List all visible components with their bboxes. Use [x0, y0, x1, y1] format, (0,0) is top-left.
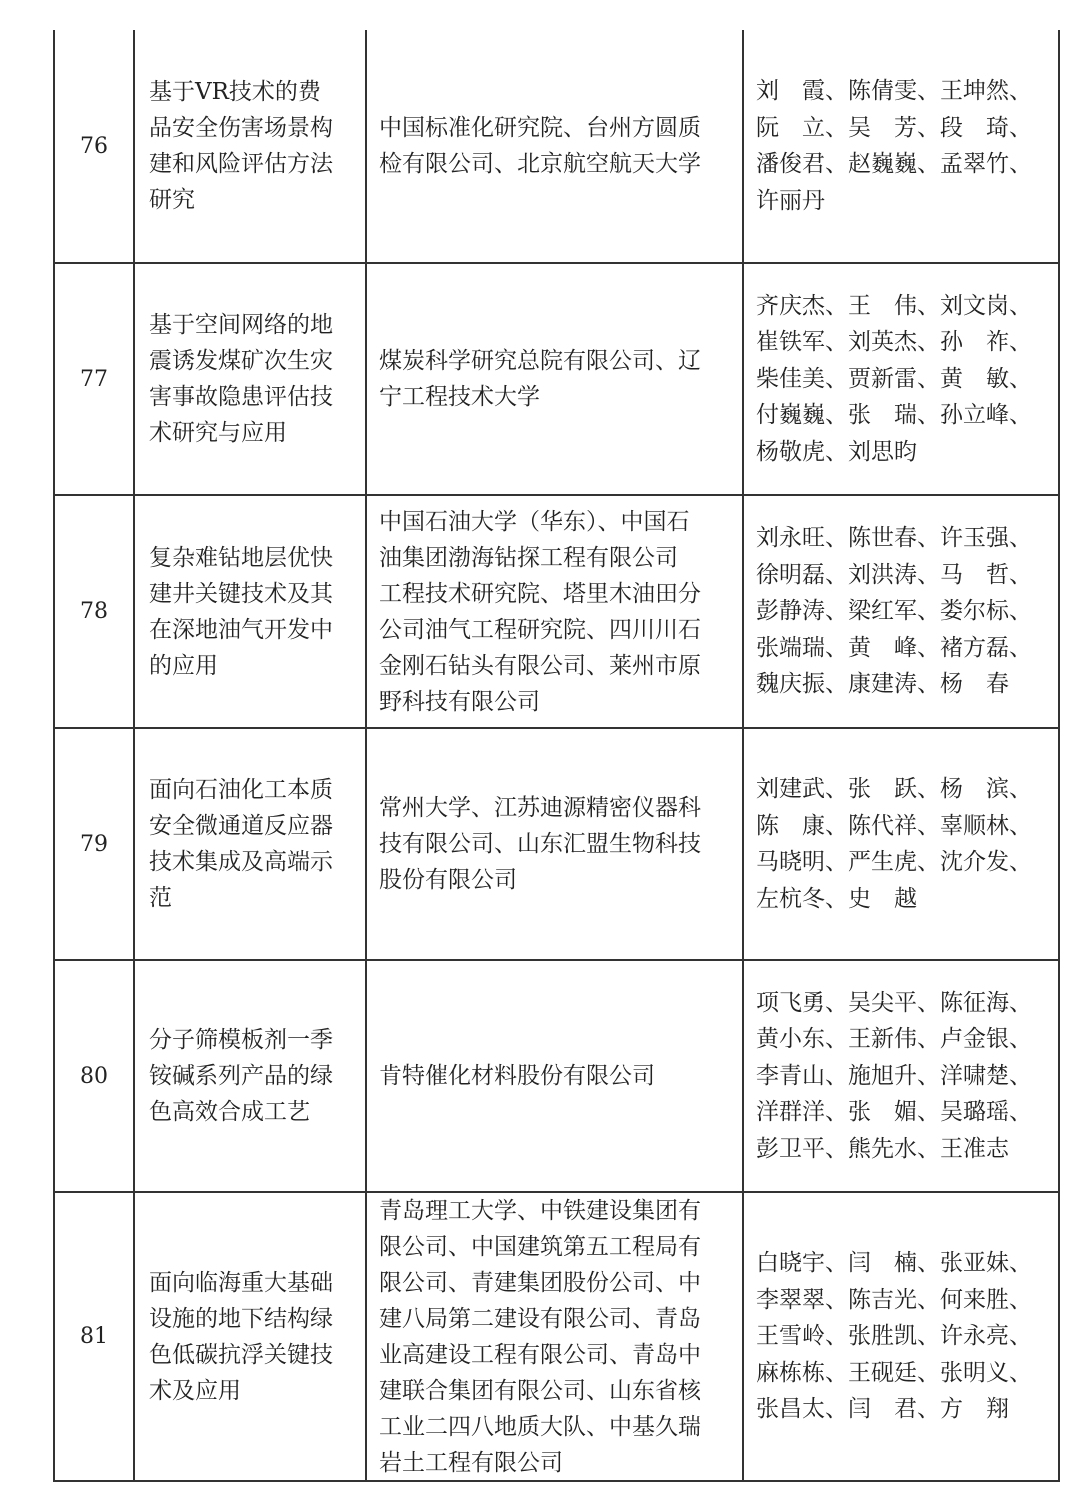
contributors-line: 刘建武、张 跃、杨 滨、: [756, 776, 1032, 802]
organizations-line: 肯特催化材料股份有限公司: [379, 1063, 655, 1089]
project-title-line: 基于VR技术的费: [149, 79, 321, 105]
contributors-line: 彭卫平、熊先水、王准志: [756, 1135, 1009, 1162]
contributors-line: 刘 霞、陈倩雯、王坤然、: [756, 78, 1032, 104]
contributors-line: 付巍巍、张 瑞、孙立峰、: [756, 402, 1032, 429]
organizations-line: 中国石油大学（华东）、中国石: [379, 508, 690, 535]
project-title-line: 害事故隐患评估技: [149, 384, 333, 410]
contributors-line: 柴佳美、贾新雷、黄 敏、: [756, 365, 1032, 392]
organizations-line: 建联合集团有限公司、山东省核: [379, 1377, 701, 1404]
project-title-line: 在深地油气开发中: [149, 616, 333, 643]
table-row: [55, 1191, 1058, 1480]
project-title-line: 分子筛模板剂一季: [149, 1027, 333, 1053]
organizations-line: 限公司、青建集团股份公司、中: [379, 1269, 701, 1296]
row-number: 78: [55, 496, 135, 727]
contributors-line: 李翠翠、陈吉光、何来胜、: [756, 1286, 1032, 1313]
project-title-line: 铵碱系列产品的绿: [149, 1063, 333, 1089]
project-title-line: 品安全伤害场景构: [149, 115, 333, 141]
project-title-line: 面向石油化工本质: [149, 777, 333, 803]
row-number: 76: [55, 30, 135, 262]
contributors-line: 阮 立、吴 芳、段 琦、: [756, 114, 1032, 141]
contributors: [744, 961, 1058, 1191]
project-title-line: 建和风险评估方法: [149, 151, 333, 177]
project-title-line: 技术集成及高端示: [149, 849, 333, 875]
contributors-line: 彭静涛、梁红军、娄尔标、: [756, 598, 1032, 625]
contributors-line: 许丽丹: [756, 187, 825, 214]
project-title-line: 基于空间网络的地: [149, 312, 333, 338]
organizations-line: 油集团渤海钻探工程有限公司: [379, 544, 678, 571]
project-title: [135, 1193, 367, 1480]
row-number: 81: [55, 1193, 135, 1480]
organizations-line: 工业二四八地质大队、中基久瑞: [379, 1413, 701, 1440]
organizations: [367, 496, 744, 727]
project-title: [135, 264, 367, 494]
contributors-line: 白晓宇、闫 楠、张亚妹、: [756, 1250, 1032, 1277]
contributors: [744, 30, 1058, 262]
project-title-line: 复杂难钻地层优快: [149, 544, 333, 571]
organizations: [367, 729, 744, 959]
row-number: 77: [55, 264, 135, 494]
contributors-line: 黄小东、王新伟、卢金银、: [756, 1026, 1032, 1053]
table-row: [55, 959, 1058, 1191]
organizations: [367, 1193, 744, 1480]
organizations: [367, 30, 744, 262]
organizations-line: 业高建设工程有限公司、青岛中: [379, 1341, 701, 1368]
organizations-line: 野科技有限公司: [379, 688, 540, 715]
project-title: [135, 729, 367, 959]
contributors-line: 王雪岭、张胜凯、许永亮、: [756, 1323, 1032, 1350]
table-row: [55, 30, 1058, 262]
project-title: [135, 961, 367, 1191]
organizations-line: 岩土工程有限公司: [379, 1449, 563, 1476]
project-title-line: 设施的地下结构绿: [149, 1305, 333, 1332]
project-title-line: 面向临海重大基础: [149, 1269, 333, 1296]
contributors-line: 张端瑞、黄 峰、褚方磊、: [756, 634, 1032, 661]
project-title-line: 术研究与应用: [149, 420, 287, 446]
organizations-line: 建八局第二建设有限公司、青岛: [379, 1305, 701, 1332]
organizations: [367, 961, 744, 1191]
contributors: [744, 1193, 1058, 1480]
contributors-line: 麻栋栋、王砚廷、张明义、: [756, 1359, 1032, 1386]
project-title-line: 色低碳抗浮关键技: [149, 1341, 333, 1368]
contributors-line: 徐明磊、刘洪涛、马 哲、: [756, 561, 1032, 588]
project-title-line: 建井关键技术及其: [149, 580, 333, 607]
contributors: [744, 496, 1058, 727]
project-title-line: 震诱发煤矿次生灾: [149, 348, 333, 374]
contributors-line: 齐庆杰、王 伟、刘文岗、: [756, 292, 1032, 319]
organizations-line: 限公司、中国建筑第五工程局有: [379, 1233, 701, 1260]
organizations-line: 金刚石钻头有限公司、莱州市原: [379, 652, 701, 679]
organizations-line: 公司油气工程研究院、四川川石: [379, 616, 701, 643]
organizations-line: 中国标准化研究院、台州方圆质: [379, 115, 701, 141]
organizations-line: 检有限公司、北京航空航天大学: [379, 151, 701, 177]
project-title-line: 安全微通道反应器: [149, 813, 333, 839]
project-title-line: 术及应用: [149, 1377, 241, 1404]
project-title-line: 范: [149, 885, 172, 911]
project-title: [135, 30, 367, 262]
organizations-line: 技有限公司、山东汇盟生物科技: [379, 831, 701, 857]
contributors-line: 张昌太、闫 君、方 翔: [756, 1396, 1009, 1423]
contributors-line: 崔铁军、刘英杰、孙 祚、: [756, 329, 1032, 356]
awards-table: [53, 30, 1060, 1482]
project-title-line: 研究: [149, 187, 195, 213]
organizations-line: 股份有限公司: [379, 867, 517, 893]
contributors: [744, 729, 1058, 959]
row-number: 80: [55, 961, 135, 1191]
table-row: [55, 727, 1058, 959]
project-title-line: 色高效合成工艺: [149, 1099, 310, 1125]
row-number: 79: [55, 729, 135, 959]
organizations-line: 常州大学、江苏迪源精密仪器科: [379, 795, 701, 821]
contributors-line: 洋群洋、张 媚、吴璐瑶、: [756, 1099, 1032, 1126]
contributors: [744, 264, 1058, 494]
table-row: [55, 494, 1058, 727]
contributors-line: 刘永旺、陈世春、许玉强、: [756, 525, 1032, 552]
project-title: [135, 496, 367, 727]
table-row: [55, 262, 1058, 494]
contributors-line: 马晓明、严生虎、沈介发、: [756, 849, 1032, 875]
contributors-line: 左杭冬、史 越: [756, 885, 917, 912]
organizations-line: 青岛理工大学、中铁建设集团有: [379, 1197, 701, 1224]
organizations-line: 工程技术研究院、塔里木油田分: [379, 580, 701, 607]
project-title-line: 的应用: [149, 652, 218, 679]
organizations: [367, 264, 744, 494]
contributors-line: 陈 康、陈代祥、辜顺林、: [756, 812, 1032, 839]
organizations-line: 宁工程技术大学: [379, 384, 540, 410]
contributors-line: 杨敬虎、刘思昀: [756, 438, 917, 465]
organizations-line: 煤炭科学研究总院有限公司、辽: [379, 348, 701, 374]
contributors-line: 魏庆振、康建涛、杨 春: [756, 671, 1009, 698]
contributors-line: 潘俊君、赵巍巍、孟翠竹、: [756, 151, 1032, 177]
contributors-line: 项飞勇、吴尖平、陈征海、: [756, 989, 1032, 1016]
contributors-line: 李青山、施旭升、洋啸楚、: [756, 1062, 1032, 1089]
